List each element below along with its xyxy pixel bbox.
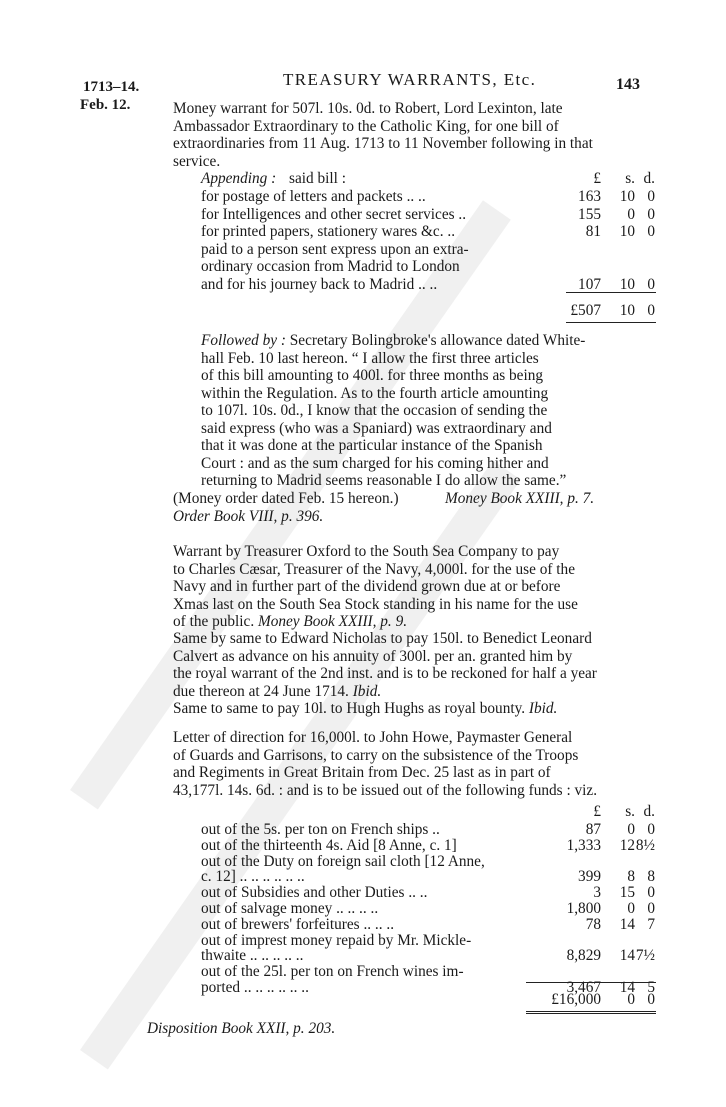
amount-pence: 0 (647, 188, 655, 205)
amount-shillings: 0 (627, 821, 635, 838)
ledger-row (201, 223, 661, 240)
amount-shillings: 12 (619, 836, 635, 854)
amount-pence: 7½ (635, 947, 655, 965)
amount-pence: 8½ (635, 836, 655, 854)
margin-year: 1713–14. (83, 79, 140, 95)
source-reference: Money Book XXIII, p. 9. (257, 613, 408, 630)
running-title: TREASURY WARRANTS, Etc. (283, 70, 537, 89)
text-line: to Charles Cæsar, Treasurer of the Navy, 4,000l. for the use of the (173, 560, 575, 578)
ledger-row (201, 932, 661, 949)
text-line: Same by same to Edward Nicholas to pay 150l. to Benedict Leonard (173, 630, 592, 647)
ledger-row (201, 853, 661, 870)
amount-shillings: 8 (627, 868, 635, 886)
amount-shillings: 14 (619, 947, 635, 965)
text-line: Ambassador Extraordinary to the Catholic King, for one bill of (173, 117, 559, 135)
amount-pence: 7 (647, 915, 655, 933)
amount-pounds: 1,333 (566, 836, 601, 854)
total-pounds: £507 (570, 302, 601, 319)
reference-line (173, 490, 653, 507)
item-label: out of imprest money repaid by Mr. Mickle- (201, 931, 472, 949)
amount-shillings: 15 (619, 884, 635, 902)
col-head-pounds: £ (593, 803, 601, 820)
amount-pounds: 3 (593, 884, 601, 902)
text-line: within the Regulation. As to the fourth article amounting (201, 384, 549, 402)
text-line: that it was done at the particular instance of the Spanish (201, 437, 543, 454)
text-line: Secretary Bolingbroke's allowance dated White- (285, 332, 586, 349)
amount-pence: 8 (647, 868, 655, 886)
source-reference: Order Book VIII, p. 396. (173, 508, 324, 525)
text-line: extraordinaries from 11 Aug. 1713 to 11 November following in that (173, 135, 593, 152)
item-label: out of the 5s. per ton on French ships .. (201, 821, 440, 838)
text-line: 43,177l. 14s. 6d. : and is to be issued out of the following funds : viz. (173, 781, 598, 799)
page-number: 143 (616, 76, 640, 93)
text-line: Court : and as the sum charged for his coming hither and (201, 454, 549, 472)
col-head-pence: d. (643, 170, 655, 187)
text-line: Xmas last on the South Sea Stock standing in his name for the use (173, 595, 578, 613)
followed-label: Followed by : (201, 332, 286, 349)
item-label: paid to a person sent express upon an extra- (201, 240, 469, 258)
source-reference: Money Book XXIII, p. 7. (445, 490, 595, 507)
ledger-row (201, 188, 661, 205)
source-reference: Ibid. (528, 700, 558, 717)
amount-shillings: 0 (627, 900, 635, 917)
total-shillings: 0 (627, 991, 635, 1008)
text-line: the royal warrant of the 2nd inst. and is to be reckoned for half a year (173, 665, 597, 682)
amount-shillings: 14 (619, 915, 635, 933)
item-label: out of brewers' forfeitures .. .. .. (201, 915, 395, 933)
amount-pounds: 163 (578, 188, 601, 205)
reference-line (147, 1020, 547, 1037)
amount-shillings: 14 (619, 979, 635, 996)
total-pence: 0 (647, 302, 655, 319)
text-line: of Guards and Garrisons, to carry on the subsistence of the Troops (173, 746, 579, 764)
text-line: Calvert as advance on his annuity of 300l. per an. granted him by (173, 647, 573, 665)
amount-pounds: 87 (585, 821, 601, 838)
item-label: out of Subsidies and other Duties .. .. (201, 884, 428, 902)
amount-pence: 5 (647, 979, 655, 996)
text-line: service. (173, 152, 221, 170)
margin-date: Feb. 12. (80, 97, 131, 113)
amount-pounds: 399 (578, 868, 601, 886)
item-label: c. 12] .. .. .. .. .. .. (201, 868, 305, 886)
total-row (201, 302, 661, 319)
amount-pence: 0 (647, 884, 655, 902)
item-label: thwaite .. .. .. .. .. (201, 947, 304, 965)
total-shillings: 10 (619, 302, 635, 319)
followed-by-paragraph (201, 332, 653, 490)
amount-pence: 0 (647, 205, 655, 223)
text-line: Warrant by Treasurer Oxford to the South Sea Company to pay (173, 543, 560, 560)
text-line: hall Feb. 10 last hereon. “ I allow the first three articles (201, 349, 539, 367)
source-reference: Ibid. (352, 682, 382, 700)
text-line: Same to same to pay 10l. to Hugh Hughs as royal bounty. (173, 700, 526, 717)
text-line: Money warrant for 507l. 10s. 0d. to Robert, Lord Lexinton, late (173, 100, 563, 117)
ledger-row (201, 963, 661, 980)
ledger-row (201, 258, 661, 275)
amount-pounds: 107 (578, 276, 601, 293)
item-label: out of the thirteenth 4s. Aid [8 Anne, c. 1] (201, 836, 457, 854)
sum-rule (566, 292, 656, 293)
item-label: out of salvage money .. .. .. .. (201, 900, 379, 917)
entry-royal-bounty (173, 700, 653, 718)
amount-pounds: 155 (578, 205, 601, 223)
ledger-row (201, 884, 661, 901)
ledger-row (201, 900, 661, 917)
item-label: ordinary occasion from Madrid to London (201, 258, 460, 276)
appending-heading (201, 170, 661, 187)
text-line: and Regiments in Great Britain from Dec. 25 last as in part of (173, 764, 551, 781)
item-label: out of the 25l. per ton on French wines im- (201, 963, 464, 981)
item-label: and for his journey back to Madrid .. .. (201, 276, 438, 293)
amount-pounds: 1,800 (566, 900, 601, 917)
ledger-row (201, 916, 661, 933)
total-row (201, 991, 661, 1008)
entry-south-sea-warrant (173, 543, 653, 631)
total-double-rule (526, 1011, 656, 1014)
item-label: for printed papers, stationery wares &c. .. (201, 223, 456, 241)
text-line: of the public. (173, 613, 255, 630)
amount-pence: 0 (647, 276, 655, 293)
col-head-shillings: s. (625, 803, 635, 820)
ledger-row (201, 837, 661, 854)
amount-pence: 0 (647, 223, 655, 241)
source-reference: Disposition Book XXII, p. 203. (147, 1020, 336, 1037)
total-pence: 0 (647, 991, 655, 1008)
ledger-row (201, 821, 661, 838)
amount-pounds: 81 (585, 223, 601, 241)
item-label: for Intelligences and other secret services .. (201, 205, 467, 223)
reference-line (173, 508, 653, 525)
text-line: Navy and in further part of the dividend grown due at or before (173, 578, 561, 595)
ledger-row (201, 206, 661, 223)
appending-label: Appending : (201, 170, 277, 187)
col-head-pence: d. (643, 803, 655, 820)
item-label: out of the Duty on foreign sail cloth [12 Anne, (201, 852, 485, 870)
total-pounds: £16,000 (551, 991, 601, 1008)
item-label: for postage of letters and packets .. .. (201, 188, 426, 205)
amount-shillings: 0 (627, 205, 635, 223)
sum-rule (526, 982, 656, 983)
amount-pounds: 8,829 (566, 947, 601, 965)
amount-pounds: 3,467 (566, 979, 601, 996)
text-line: due thereon at 24 June 1714. (173, 682, 349, 700)
amount-shillings: 10 (619, 223, 635, 241)
text-line: returning to Madrid seems reasonable I do allow the same.” (201, 472, 567, 489)
money-order-note: (Money order dated Feb. 15 hereon.) (173, 490, 399, 507)
col-head-pounds: £ (593, 170, 601, 187)
amount-shillings: 10 (619, 188, 635, 205)
ledger-row (201, 947, 661, 964)
amount-shillings: 10 (619, 276, 635, 293)
amount-pence: 0 (647, 821, 655, 838)
col-head-shillings: s. (625, 170, 635, 187)
total-rule (566, 322, 656, 323)
ledger-row (201, 276, 661, 293)
appending-text: said bill : (289, 170, 346, 187)
text-line: said express (who was a Spaniard) was extraordinary and (201, 419, 552, 437)
entry-money-warrant (173, 100, 653, 170)
entry-letter-of-direction (173, 729, 653, 799)
item-label: ported .. .. .. .. .. .. (201, 979, 309, 996)
text-line: of this bill amounting to 400l. for three months as being (201, 367, 544, 384)
amount-pounds: 78 (585, 915, 601, 933)
text-line: Letter of direction for 16,000l. to John Howe, Paymaster General (173, 729, 573, 746)
text-line: to 107l. 10s. 0d., I know that the occasion of sending the (201, 402, 548, 419)
ledger-row (201, 868, 661, 885)
ledger-row (201, 241, 661, 258)
entry-nicholas-warrant (173, 630, 653, 700)
amount-pence: 0 (647, 900, 655, 917)
funds-column-heads (201, 803, 661, 820)
